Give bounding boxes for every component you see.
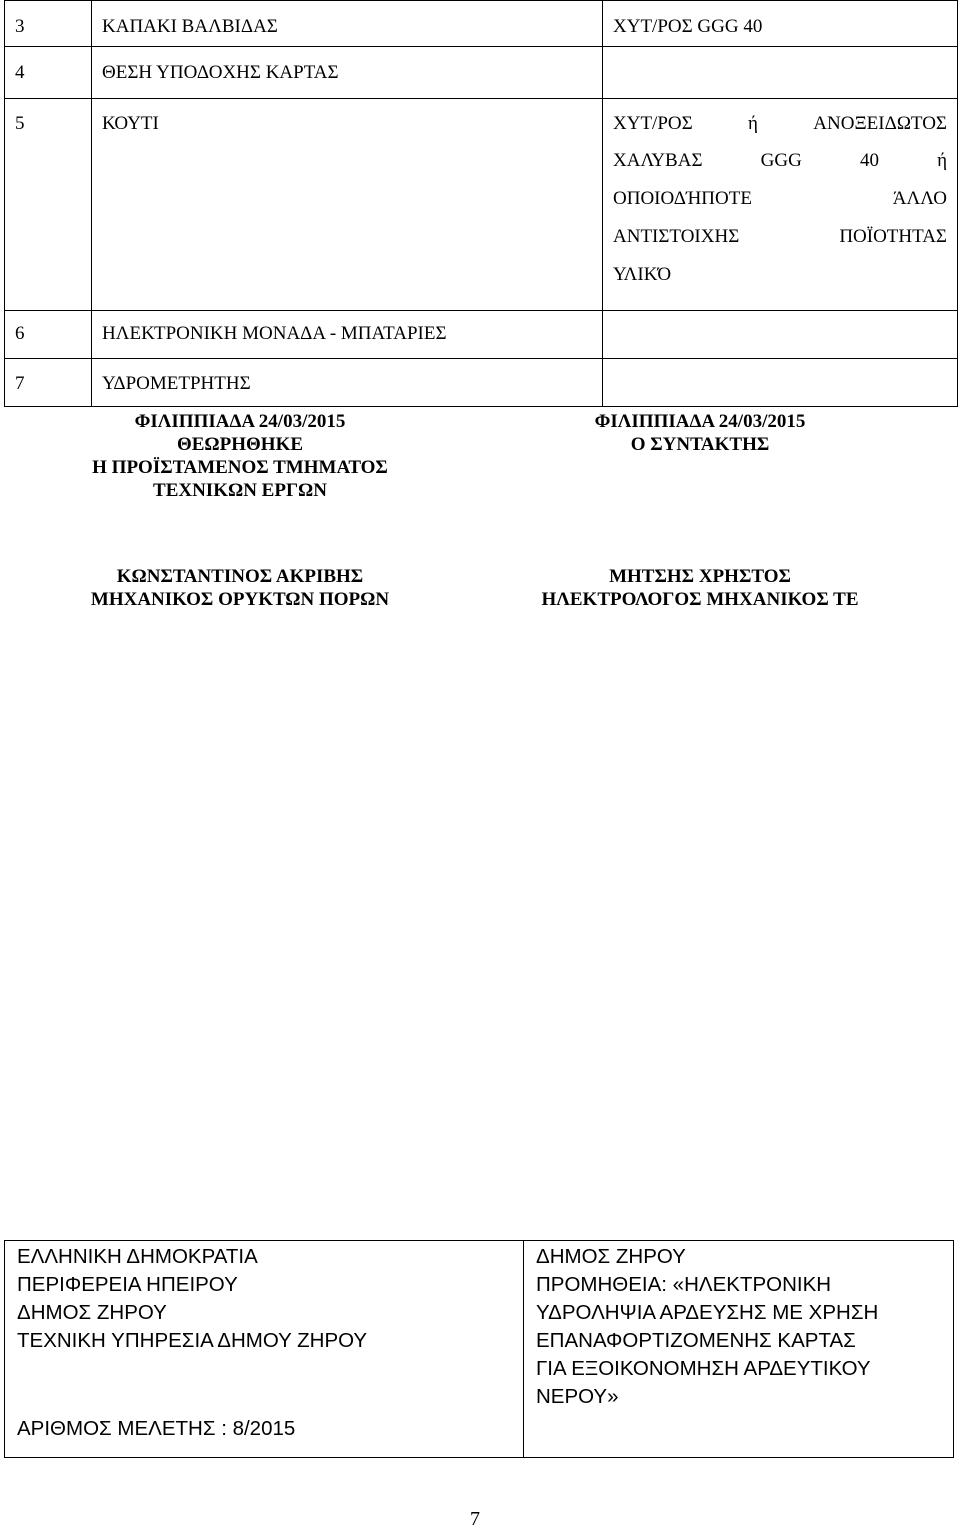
footer-authority xyxy=(5,1241,524,1458)
approver-role: Η ΠΡΟΪΣΤΑΜΕΝΟΣ ΤΜΗΜΑΤΟΣ xyxy=(92,457,388,478)
footer-right-line: ΓΙΑ ΕΞΟΙΚΟΝΟΜΗΣΗ ΑΡΔΕΥΤΙΚΟΥ xyxy=(536,1357,871,1380)
study-number: ΑΡΙΘΜΟΣ ΜΕΛΕΤΗΣ : 8/2015 xyxy=(17,1417,296,1440)
approver-title: ΜΗΧΑΝΙΚΟΣ ΟΡΥΚΤΩΝ ΠΟΡΩΝ xyxy=(90,589,390,610)
item-description: ΚΑΠΑΚΙ ΒΑΛΒΙΔΑΣ xyxy=(92,1,603,47)
page-number: 7 xyxy=(470,1508,480,1530)
material-line: ΧΑΛΥΒΑΣ GGG 40 ή xyxy=(613,150,947,171)
author-role: Ο ΣΥΝΤΑΚΤΗΣ xyxy=(630,434,770,455)
table-row xyxy=(5,359,958,407)
approver-name: ΚΩΝΣΤΑΝΤΙΝΟΣ ΑΚΡΙΒΗΣ xyxy=(116,566,364,587)
material-line: ΑΝΤΙΣΤΟΙΧΗΣ ΠΟΪΟΤΗΤΑΣ xyxy=(613,226,947,247)
table-row xyxy=(5,1,958,47)
item-number: 4 xyxy=(5,47,92,99)
footer-left-line: ΤΕΧΝΙΚΗ ΥΠΗΡΕΣΙΑ ΔΗΜΟΥ ΖΗΡΟΥ xyxy=(17,1329,368,1352)
footer-right-line: ΠΡΟΜΗΘΕΙΑ: «ΗΛΕΚΤΡΟΝΙΚΗ xyxy=(536,1273,832,1296)
item-number: 7 xyxy=(5,359,92,407)
approver-status: ΘΕΩΡΗΘΗΚΕ xyxy=(176,434,304,455)
item-material xyxy=(603,47,958,99)
author-signature-name xyxy=(500,565,900,611)
approver-signature-name xyxy=(40,565,440,611)
materials-table xyxy=(4,0,958,407)
item-description: ΘΕΣΗ ΥΠΟΔΟΧΗΣ ΚΑΡΤΑΣ xyxy=(92,47,603,99)
material-line: ΧΥΤ/ΡΟΣ GGG 40 xyxy=(613,16,763,37)
signature-block-author xyxy=(500,410,900,456)
approver-place-date: ΦΙΛΙΠΠΙΑΔΑ 24/03/2015 xyxy=(134,411,346,432)
footer-left-line: ΕΛΛΗΝΙΚΗ ΔΗΜΟΚΡΑΤΙΑ xyxy=(17,1245,258,1268)
table-row xyxy=(5,99,958,311)
item-material xyxy=(603,1,958,47)
item-material xyxy=(603,359,958,407)
item-description: ΥΔΡΟΜΕΤΡΗΤΗΣ xyxy=(92,359,603,407)
item-number: 6 xyxy=(5,311,92,359)
footer-project xyxy=(524,1241,954,1458)
item-description: ΗΛΕΚΤΡΟΝΙΚΗ ΜΟΝΑΔΑ - ΜΠΑΤΑΡΙΕΣ xyxy=(92,311,603,359)
footer-right-line: ΕΠΑΝΑΦΟΡΤΙΖΟΜΕΝΗΣ ΚΑΡΤΑΣ xyxy=(536,1329,856,1352)
table-row xyxy=(5,311,958,359)
item-description: ΚΟΥΤΙ xyxy=(92,99,603,311)
item-number: 5 xyxy=(5,99,92,311)
approver-role-dept: ΤΕΧΝΙΚΩΝ ΕΡΓΩΝ xyxy=(153,480,327,501)
signature-block-approver xyxy=(40,410,440,502)
footer-table xyxy=(4,1240,954,1458)
table-row xyxy=(5,47,958,99)
item-material xyxy=(603,311,958,359)
author-name: ΜΗΤΣΗΣ ΧΡΗΣΤΟΣ xyxy=(609,566,791,587)
item-number: 3 xyxy=(5,1,92,47)
footer-left-line: ΔΗΜΟΣ ΖΗΡΟΥ xyxy=(17,1301,167,1324)
material-line: ΟΠΟΙΟΔΉΠΟΤΕ ΆΛΛΟ xyxy=(613,188,947,209)
author-title: ΗΛΕΚΤΡΟΛΟΓΟΣ ΜΗΧΑΝΙΚΟΣ ΤΕ xyxy=(541,589,859,610)
author-place-date: ΦΙΛΙΠΠΙΑΔΑ 24/03/2015 xyxy=(594,411,806,432)
footer-left-line: ΠΕΡΙΦΕΡΕΙΑ ΗΠΕΙΡΟΥ xyxy=(17,1273,238,1296)
item-material xyxy=(603,99,958,311)
footer-right-line: ΔΗΜΟΣ ΖΗΡΟΥ xyxy=(536,1245,686,1268)
footer-right-line: ΝΕΡΟΥ» xyxy=(536,1385,619,1408)
material-line: ΧΥΤ/ΡΟΣ ή ΑΝΟΞΕΙΔΩΤΟΣ xyxy=(613,113,947,134)
material-line: ΥΛΙΚΌ xyxy=(613,264,672,285)
footer-right-line: ΥΔΡΟΛΗΨΙΑ ΑΡΔΕΥΣΗΣ ΜΕ ΧΡΗΣΗ xyxy=(536,1301,879,1324)
